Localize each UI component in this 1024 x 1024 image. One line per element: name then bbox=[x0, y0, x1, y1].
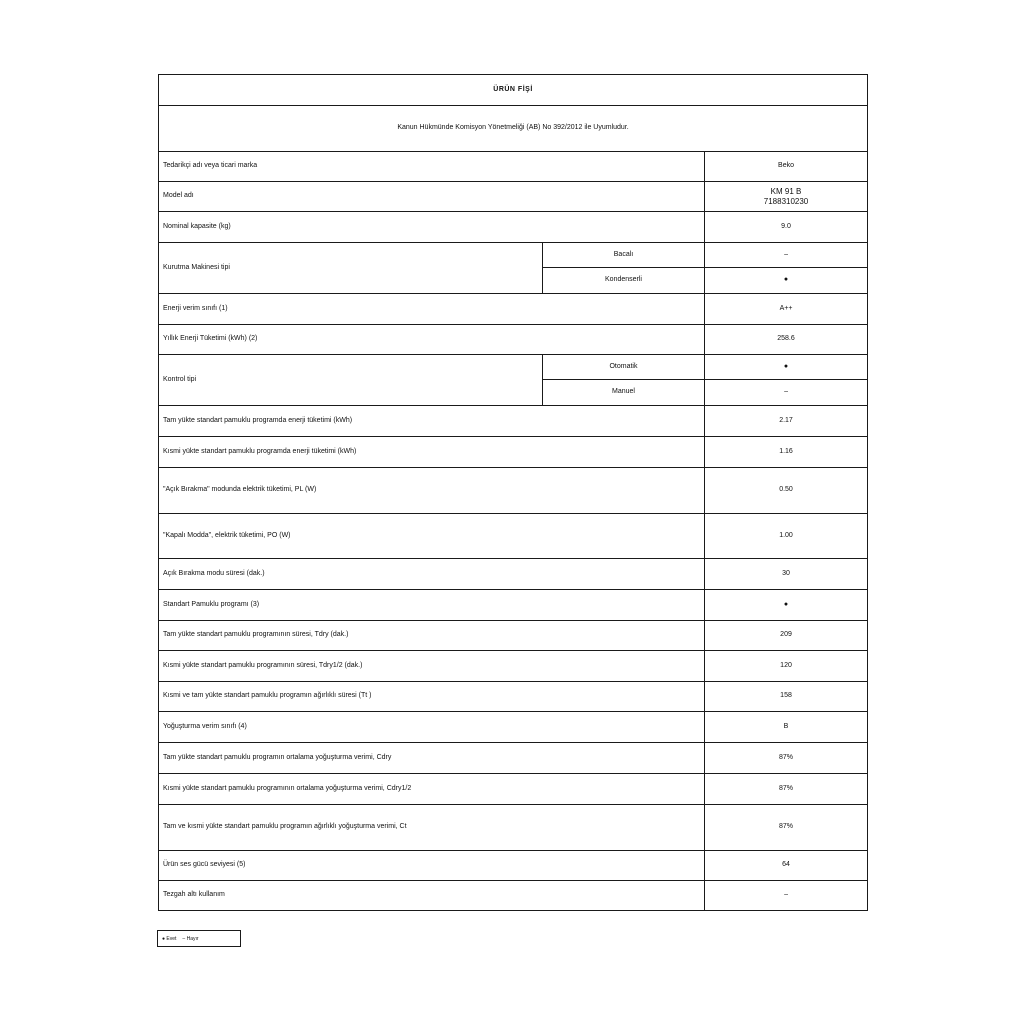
regulation-subtitle: Kanun Hükmünde Komisyon Yönetmeliği (AB) No 392/2012 ile Uyumludur. bbox=[159, 106, 868, 152]
row-label: Standart Pamuklu programı (3) bbox=[159, 590, 705, 621]
row-label: Kısmi yükte standart pamuklu programının süresi, Tdry1/2 (dak.) bbox=[159, 651, 705, 682]
control-type-label: Kontrol tipi bbox=[159, 355, 543, 406]
row-value: 87% bbox=[705, 743, 868, 774]
row-value: 0.50 bbox=[705, 468, 868, 514]
legend-yes: ● Evet bbox=[162, 935, 177, 942]
row-label: Tedarikçi adı veya ticari marka bbox=[159, 152, 705, 182]
dryer-type-label: Kurutma Makinesi tipi bbox=[159, 243, 543, 294]
row-label: Tam ve kısmi yükte standart pamuklu programın ağırlıklı yoğuşturma verimi, Ct bbox=[159, 805, 705, 851]
row-label: Enerji verim sınıfı (1) bbox=[159, 294, 705, 325]
row-value: 120 bbox=[705, 651, 868, 682]
row-label: Tezgah altı kullanım bbox=[159, 881, 705, 911]
control-type-manual-label: Manuel bbox=[543, 380, 705, 406]
row-label: "Açık Bırakma" modunda elektrik tüketimi, PL (W) bbox=[159, 468, 705, 514]
dryer-type-vented-label: Bacalı bbox=[543, 243, 705, 268]
row-value: Beko bbox=[705, 152, 868, 182]
row-label: "Kapalı Modda", elektrik tüketimi, PO (W) bbox=[159, 514, 705, 559]
model-code: 7188310230 bbox=[763, 196, 809, 206]
row-label: Yıllık Enerji Tüketimi (kWh) (2) bbox=[159, 325, 705, 355]
row-value: B bbox=[705, 712, 868, 743]
control-type-auto-label: Otomatik bbox=[543, 355, 705, 380]
row-label: Tam yükte standart pamuklu programda enerji tüketimi (kWh) bbox=[159, 406, 705, 437]
row-value: 258.6 bbox=[705, 325, 868, 355]
row-label: Tam yükte standart pamuklu programın ortalama yoğuşturma verimi, Cdry bbox=[159, 743, 705, 774]
sheet-title: ÜRÜN FİŞİ bbox=[159, 75, 868, 106]
row-label: Kısmi yükte standart pamuklu programda enerji tüketimi (kWh) bbox=[159, 437, 705, 468]
model-name: KM 91 B bbox=[770, 186, 802, 196]
dryer-type-vented-value: – bbox=[705, 243, 868, 268]
row-value: 87% bbox=[705, 805, 868, 851]
row-value: 87% bbox=[705, 774, 868, 805]
product-sheet-table bbox=[158, 74, 868, 911]
row-value: A++ bbox=[705, 294, 868, 325]
dryer-type-condenser-label: Kondenserli bbox=[543, 268, 705, 294]
row-value: 158 bbox=[705, 682, 868, 712]
row-label: Model adı bbox=[159, 182, 705, 212]
row-value: – bbox=[705, 881, 868, 911]
dryer-type-condenser-value: ● bbox=[705, 268, 868, 294]
row-value: 209 bbox=[705, 621, 868, 651]
legend-no: – Hayır bbox=[182, 935, 199, 942]
legend-box bbox=[157, 930, 241, 947]
row-value: 1.16 bbox=[705, 437, 868, 468]
row-value: 2.17 bbox=[705, 406, 868, 437]
row-value: ● bbox=[705, 590, 868, 621]
row-label: Tam yükte standart pamuklu programının süresi, Tdry (dak.) bbox=[159, 621, 705, 651]
model-value-cell bbox=[705, 182, 868, 212]
row-label: Kısmi yükte standart pamuklu programının ortalama yoğuşturma verimi, Cdry1/2 bbox=[159, 774, 705, 805]
row-value: 9.0 bbox=[705, 212, 868, 243]
row-label: Açık Bırakma modu süresi (dak.) bbox=[159, 559, 705, 590]
row-label: Nominal kapasite (kg) bbox=[159, 212, 705, 243]
row-value: 64 bbox=[705, 851, 868, 881]
row-label: Kısmi ve tam yükte standart pamuklu programın ağırlıklı süresi (Tt ) bbox=[159, 682, 705, 712]
row-label: Ürün ses gücü seviyesi (5) bbox=[159, 851, 705, 881]
control-type-manual-value: – bbox=[705, 380, 868, 406]
row-value: 1.00 bbox=[705, 514, 868, 559]
control-type-auto-value: ● bbox=[705, 355, 868, 380]
row-value: 30 bbox=[705, 559, 868, 590]
row-label: Yoğuşturma verim sınıfı (4) bbox=[159, 712, 705, 743]
